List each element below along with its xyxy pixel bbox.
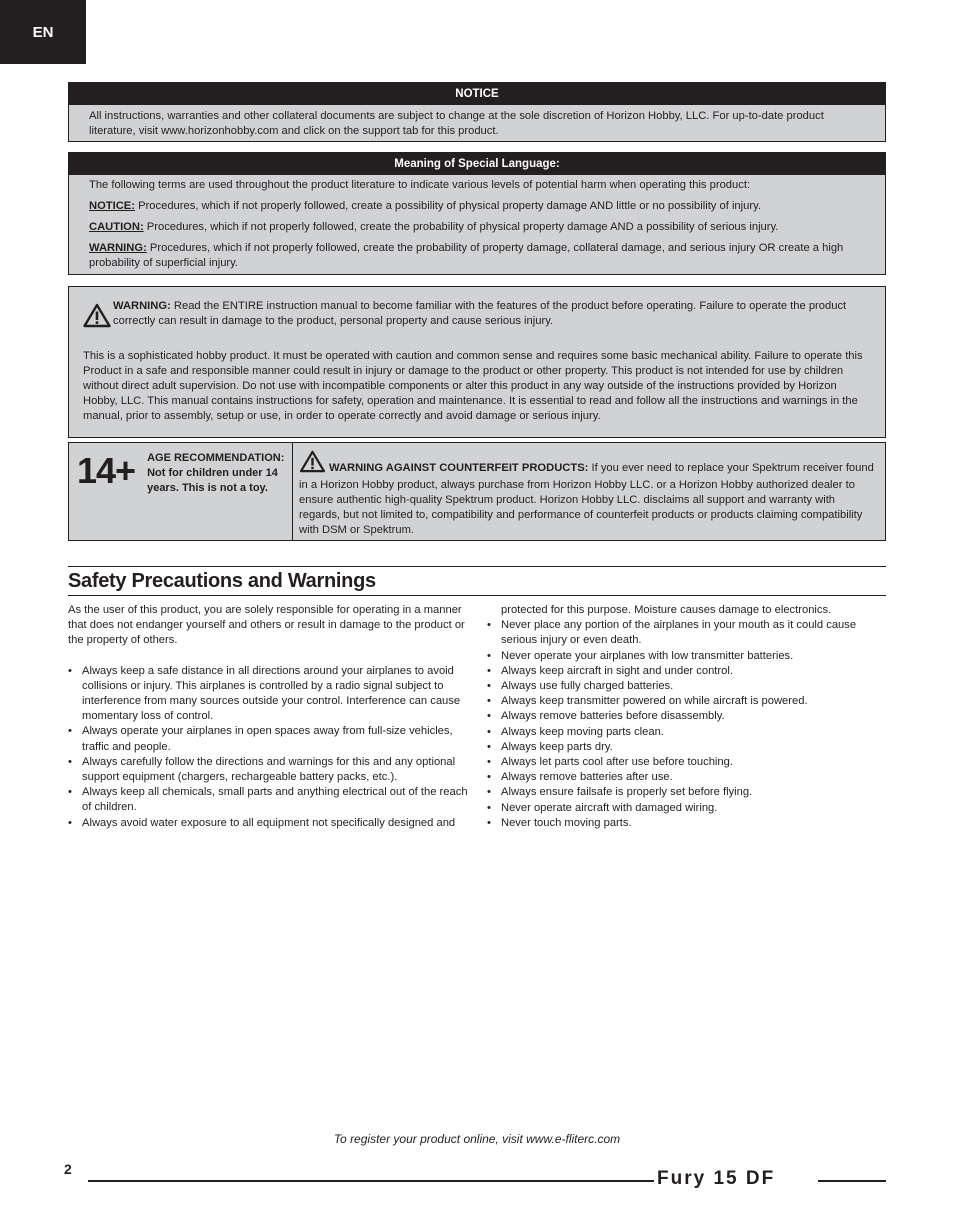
- language-tab: EN: [0, 0, 86, 64]
- list-item: • Always keep transmitter powered on while aircraft is powered.: [487, 694, 887, 709]
- list-item: • Never touch moving parts.: [487, 816, 887, 831]
- special-language-intro: The following terms are used throughout the product literature to indicate various levels of potential harm when operating this product:: [89, 179, 751, 191]
- list-item: • Never place any portion of the airplanes in your mouth as it could cause serious injury or even death.: [487, 618, 887, 648]
- safety-intro: As the user of this product, you are solely responsible for operating in a manner that does not endanger yourself and others or result in damage to the product or the property of others.: [68, 604, 465, 647]
- list-item: • Always let parts cool after use before touching.: [487, 755, 887, 770]
- section-title-bar: [68, 566, 886, 596]
- product-name: Fury 15 DF: [657, 1168, 776, 1189]
- notice-box: [68, 82, 886, 142]
- list-item: • Never operate your airplanes with low transmitter batteries.: [487, 649, 887, 664]
- safety-list-right: [487, 618, 887, 831]
- safety-left-column: [68, 603, 468, 831]
- list-item: • Never operate aircraft with damaged wiring.: [487, 801, 887, 816]
- age-number: 14+: [77, 450, 136, 491]
- counterfeit-statement: [299, 450, 879, 538]
- list-item: • Always keep aircraft in sight and under control.: [487, 664, 887, 679]
- special-language-box: [68, 152, 886, 275]
- warning-label: WARNING:: [113, 300, 171, 312]
- safety-right-column: [487, 603, 887, 831]
- list-item: • Always use fully charged batteries.: [487, 679, 887, 694]
- term-label: CAUTION:: [89, 221, 144, 233]
- term-definition: Procedures, which if not properly followed, create the probability of physical property damage AND a possibility of serious injury.: [143, 221, 779, 233]
- warning-text: Read the ENTIRE instruction manual to become familiar with the features of the product before operating. Failure to operate the product correctly can result in damage to the product, personal property and cause serious injury.: [113, 300, 847, 327]
- list-item: • Always remove batteries after use.: [487, 770, 887, 785]
- term-definition: Procedures, which if not properly followed, create a possibility of physical property damage AND little or no possibility of injury.: [135, 200, 761, 212]
- term-label: WARNING:: [89, 242, 147, 254]
- footer-rule: [818, 1180, 886, 1182]
- page-number: 2: [64, 1161, 72, 1177]
- list-item: • Always operate your airplanes in open spaces away from full-size vehicles, traffic and people.: [68, 724, 468, 754]
- counterfeit-text: If you ever need to replace your Spektrum receiver found in a Horizon Hobby product, always purchase from Horizon Hobby LLC. or a Horizon Hobby authorized dealer to ensure authentic high-quality Spektrum product. Horizon Hobby LLC. disclaims all support and warranty with regards, but not limited to, compatibility and performance of counterfeit products or products claiming compatibility with DSM or Spektrum.: [299, 462, 874, 536]
- term-caution: [89, 220, 865, 235]
- list-item: • Always keep parts dry.: [487, 740, 887, 755]
- term-label: NOTICE:: [89, 200, 135, 212]
- list-item: • Always ensure failsafe is properly set before flying.: [487, 785, 887, 800]
- notice-heading: NOTICE: [69, 83, 885, 105]
- age-recommendation: [69, 443, 293, 540]
- notice-text: All instructions, warranties and other collateral documents are subject to change at the sole discretion of Horizon Hobby, LLC. For up-to-date product literature, visit www.horizonhobby.com and click on the support tab for this product.: [89, 110, 824, 137]
- list-item: • Always avoid water exposure to all equipment not specifically designed and: [68, 816, 468, 831]
- counterfeit-warning: [293, 443, 885, 540]
- warning-triangle-icon: [83, 303, 113, 333]
- age-counterfeit-box: [68, 442, 886, 541]
- register-note: To register your product online, visit www.e-fliterc.com: [333, 1132, 621, 1146]
- section-title: Safety Precautions and Warnings: [68, 570, 376, 592]
- term-warning: [89, 241, 865, 271]
- list-item: • Always keep a safe distance in all directions around your airplanes to avoid collisions or injury. This airplanes is controlled by a radio signal subject to interference from many sources outside your control. Interference can cause momentary loss of control.: [68, 664, 468, 725]
- footer-rule: [88, 1180, 654, 1182]
- warning-paragraph: This is a sophisticated hobby product. It must be operated with caution and common sense and requires some basic mechanical ability. Failure to operate this Product in a safe and responsible manner could result in injury or damage to the product or other property. This product is not intended for use by children without direct adult supervision. Do not use with incompatible components or alter this product in any way outside of the instructions provided by Horizon Hobby, LLC. This manual contains instructions for safety, operation and maintenance. It is essential to read and follow all the instructions and warnings in the manual, prior to assembly, setup or use, in order to operate correctly and avoid damage or serious injury.: [83, 350, 863, 422]
- list-item: • Always carefully follow the directions and warnings for this and any optional support equipment (chargers, rechargeable battery packs, etc.).: [68, 755, 468, 785]
- age-text: Not for children under 14 years. This is not a toy.: [147, 467, 278, 494]
- list-item: • Always keep moving parts clean.: [487, 725, 887, 740]
- list-item: • Always remove batteries before disassembly.: [487, 709, 887, 724]
- term-definition: Procedures, which if not properly followed, create the probability of property damage, collateral damage, and serious injury OR create a high probability of superficial injury.: [89, 242, 844, 269]
- term-notice: [89, 199, 865, 214]
- special-language-heading: Meaning of Special Language:: [69, 153, 885, 175]
- age-label: AGE RECOMMENDATION:: [147, 452, 285, 464]
- list-item: • Always keep all chemicals, small parts and anything electrical out of the reach of children.: [68, 785, 468, 815]
- counterfeit-label: WARNING AGAINST COUNTERFEIT PRODUCTS:: [329, 462, 589, 474]
- warning-statement: [113, 299, 863, 329]
- list-item-continuation: protected for this purpose. Moisture causes damage to electronics.: [501, 604, 832, 616]
- warning-box: [68, 286, 886, 438]
- warning-triangle-icon: [299, 450, 326, 478]
- safety-list-left: [68, 664, 468, 831]
